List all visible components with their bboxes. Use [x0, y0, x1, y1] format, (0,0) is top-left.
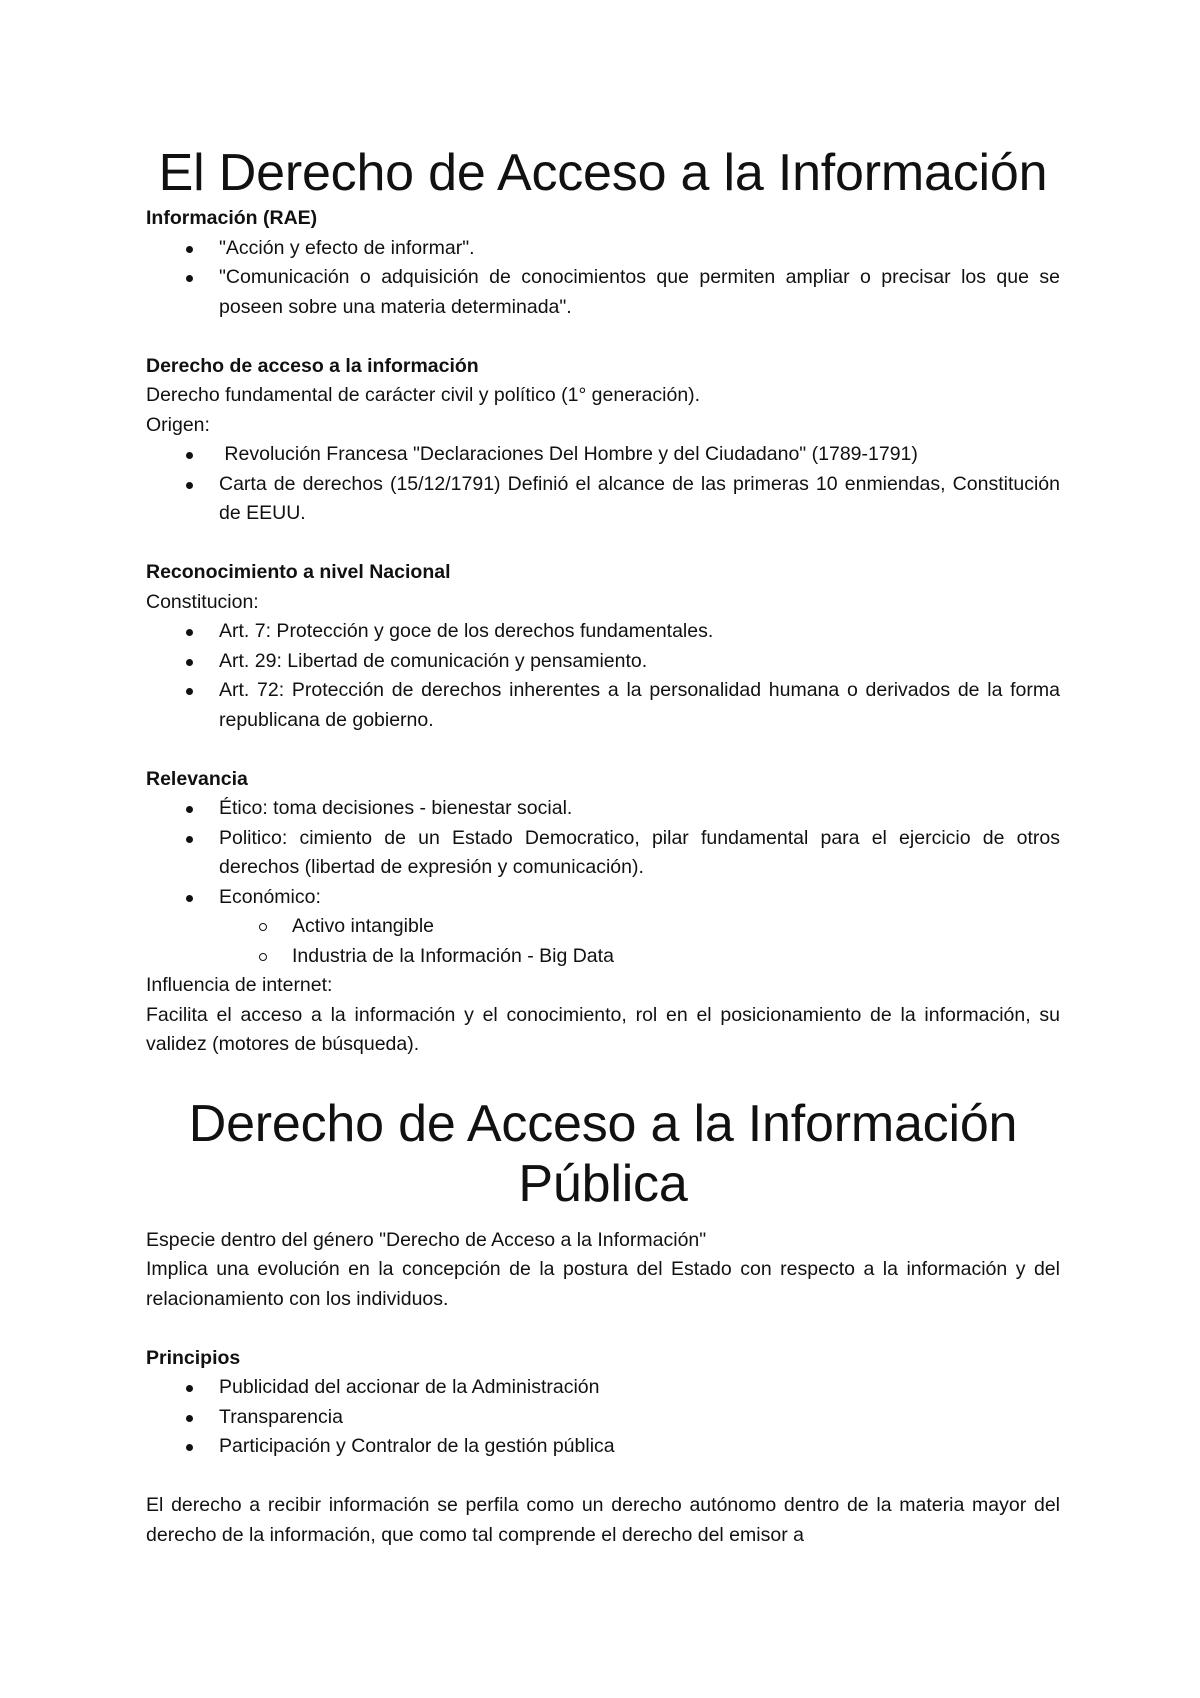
- list-item: Art. 29: Libertad de comunicación y pensamiento.: [146, 647, 1060, 677]
- section-principios: [146, 1344, 1060, 1462]
- economico-sublist: [146, 912, 1060, 971]
- paragraph: Facilita el acceso a la información y el conocimiento, rol en el posicionamiento de la información, su validez (motores de búsqueda).: [146, 1003, 1060, 1055]
- section-title-publica: Derecho de Acceso a la Información Pública: [188, 1094, 1018, 1213]
- closing-paragraph: El derecho a recibir información se perfila como un derecho autónomo dentro de la materia mayor del derecho de la información, que como tal comprende el derecho del emisor a: [146, 1494, 1060, 1546]
- list-item: Activo intangible: [146, 912, 1060, 942]
- list-item: Art. 7: Protección y goce de los derechos fundamentales.: [146, 617, 1060, 647]
- bullet-icon: [186, 629, 193, 636]
- bullet-icon: [186, 895, 193, 902]
- section-heading-informacion: Información (RAE): [146, 207, 318, 229]
- section-derecho-acceso: [146, 352, 1060, 529]
- section-heading-principios: Principios: [146, 1346, 241, 1369]
- list-item: Industria de la Información - Big Data: [146, 942, 1060, 972]
- informacion-list: [146, 234, 1060, 323]
- section-publica: [146, 1226, 1060, 1315]
- list-item: "Acción y efecto de informar".: [146, 234, 1060, 264]
- paragraph: Constitucion:: [146, 590, 259, 613]
- bullet-icon: [186, 836, 193, 843]
- paragraph: Derecho fundamental de carácter civil y político (1° generación).: [146, 384, 701, 406]
- section-heading-reconocimiento: Reconocimiento a nivel Nacional: [146, 561, 451, 583]
- relevancia-list: [146, 794, 1060, 912]
- bullet-icon: [186, 806, 193, 813]
- bullet-icon: [186, 688, 193, 695]
- bullet-icon: [186, 1444, 193, 1451]
- section-heading-relevancia: Relevancia: [146, 767, 248, 790]
- paragraph: Especie dentro del género "Derecho de Acceso a la Información": [146, 1228, 707, 1251]
- principios-list: [146, 1373, 1060, 1462]
- bullet-icon: [186, 1385, 193, 1392]
- list-item: Participación y Contralor de la gestión pública: [146, 1432, 1060, 1462]
- bullet-icon: [186, 275, 193, 282]
- paragraph: Influencia de internet:: [146, 974, 333, 996]
- list-item: Art. 72: Protección de derechos inherentes a la personalidad humana o derivados de la forma republicana de gobierno.: [146, 676, 1060, 735]
- list-item: Revolución Francesa "Declaraciones Del Hombre y del Ciudadano" (1789-1791): [146, 440, 1060, 470]
- bullet-icon: [186, 659, 193, 666]
- list-item: Ético: toma decisiones - bienestar social.: [146, 794, 1060, 824]
- list-item: Carta de derechos (15/12/1791) Definió el alcance de las primeras 10 enmiendas, Constitución de EEUU.: [146, 470, 1060, 529]
- bullet-icon: [186, 1415, 193, 1422]
- document-page: [146, 142, 1060, 1550]
- section-informacion: [146, 204, 1060, 322]
- paragraph: Origen:: [146, 413, 210, 436]
- page-title: El Derecho de Acceso a la Información: [158, 144, 1048, 202]
- bullet-icon: [186, 452, 193, 459]
- list-item: "Comunicación o adquisición de conocimientos que permiten ampliar o precisar los que se poseen sobre una materia determinada".: [146, 263, 1060, 322]
- section-heading-derecho-acceso: Derecho de acceso a la información: [146, 354, 479, 377]
- list-item: Transparencia: [146, 1403, 1060, 1433]
- constitucion-list: [146, 617, 1060, 735]
- origen-list: [146, 440, 1060, 529]
- list-item: Publicidad del accionar de la Administración: [146, 1373, 1060, 1403]
- hollow-bullet-icon: [259, 953, 267, 961]
- bullet-icon: [186, 482, 193, 489]
- section-reconocimiento: [146, 558, 1060, 735]
- section-relevancia: [146, 765, 1060, 1060]
- paragraph: Implica una evolución en la concepción de la postura del Estado con respecto a la información y del relacionamiento con los individuos.: [146, 1258, 1060, 1310]
- list-item: Económico:: [146, 883, 1060, 913]
- bullet-icon: [186, 246, 193, 253]
- hollow-bullet-icon: [259, 923, 267, 931]
- list-item: Politico: cimiento de un Estado Democratico, pilar fundamental para el ejercicio de otros derechos (libertad de expresión y comunicación).: [146, 824, 1060, 883]
